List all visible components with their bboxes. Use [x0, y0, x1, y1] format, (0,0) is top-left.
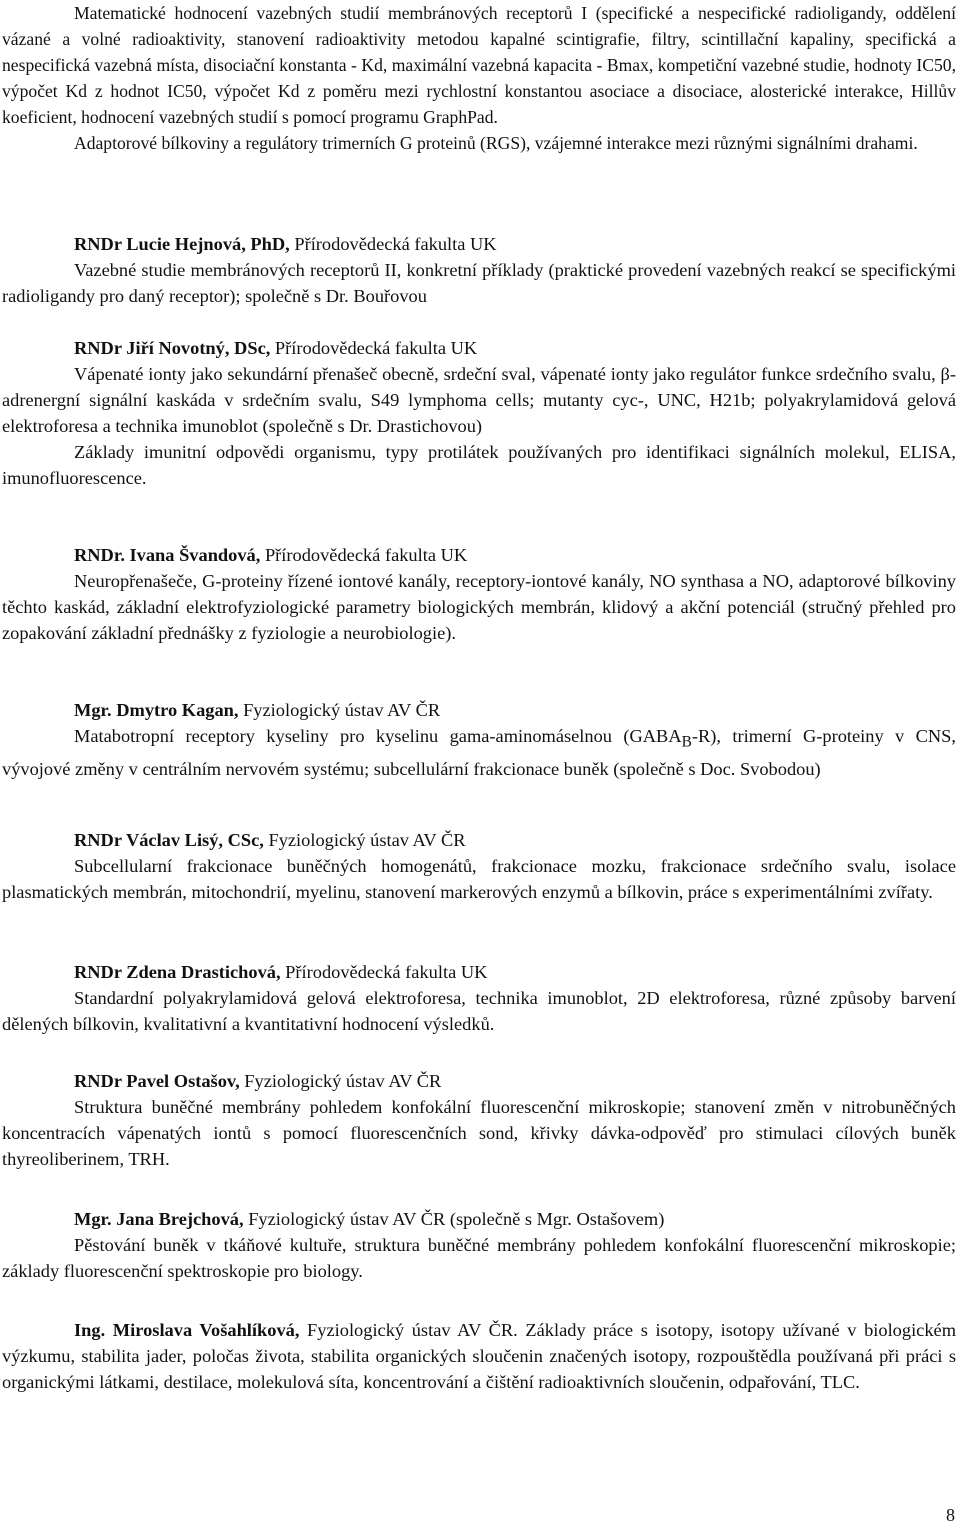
entry-description: Vápenaté ionty jako sekundární přenašeč obecně, srdeční sval, vápenaté ionty jako regulátor funkce srdečního svalu, β-adrenergní signální kaskáda v srdečním svalu, S49 lymphoma cells; mutanty cyc-, UNC, H21b; polyakrylamidová gelová elektroforesa a technika imunoblot (společně s Dr. Drastichovou): [2, 364, 956, 436]
entry-heading: [2, 335, 956, 361]
affiliation: Přírodovědecká fakulta UK: [280, 962, 488, 982]
affiliation: Fyziologický ústav AV ČR: [238, 700, 441, 720]
affiliation: Přírodovědecká fakulta UK: [260, 545, 468, 565]
entry-kagan: [2, 697, 956, 782]
person-name: Mgr. Dmytro Kagan,: [74, 700, 239, 720]
affiliation: Přírodovědecká fakulta UK: [289, 234, 497, 254]
entry-drastichova: [2, 959, 956, 1037]
person-name: RNDr Lucie Hejnová, PhD,: [74, 234, 290, 254]
intro-section: [2, 0, 956, 156]
entry-brejchova: [2, 1206, 956, 1284]
person-name: RNDr. Ivana Švandová,: [74, 545, 261, 565]
entry-heading: [2, 1317, 956, 1395]
entry-svandova: [2, 542, 956, 646]
entry-heading: [2, 697, 956, 723]
entry-description: Vazebné studie membránových receptorů II, konkretní příklady (praktické provedení vazebných reakcí se specifickými radioligandy pro daný receptor); společně s Dr. Bouřovou: [2, 260, 956, 306]
person-name: RNDr Pavel Ostašov,: [74, 1071, 240, 1091]
person-name: Mgr. Jana Brejchová,: [74, 1209, 244, 1229]
entry-description: Standardní polyakrylamidová gelová elektroforesa, technika imunoblot, 2D elektroforesa, různé způsoby barvení dělených bílkovin, kvalitativní a kvantitativní hodnocení výsledků.: [2, 988, 956, 1034]
entry-lisy: [2, 827, 956, 905]
entry-heading: [2, 542, 956, 568]
entry-description: Základy imunitní odpovědi organismu, typy protilátek používaných pro identifikaci signálních molekul, ELISA, imunofluorescence.: [2, 442, 956, 488]
affiliation: Fyziologický ústav AV ČR: [263, 830, 466, 850]
entry-heading: [2, 827, 956, 853]
entry-description: Pěstování buněk v tkáňové kultuře, struktura buněčné membrány pohledem konfokální fluorescenční mikroskopie; základy fluorescenční spektroskopie pro biology.: [2, 1235, 956, 1281]
entry-description: Neuropřenašeče, G-proteiny řízené iontové kanály, receptory-iontové kanály, NO synthasa a NO, adaptorové bílkoviny těchto kaskád, základní elektrofyziologické parametry biologických membrán, klidový a akční potenciál (stručný přehled pro zopakování základní přednášky z fyziologie a neurobiologie).: [2, 571, 956, 643]
entry-description: Struktura buněčné membrány pohledem konfokální fluorescenční mikroskopie; stanovení změn v nitrobuněčných koncentracích vápenatých iontů s pomocí fluorescenčních sond, křivky dávka-odpověď pro stimulaci cílových buněk thyreoliberinem, TRH.: [2, 1097, 956, 1169]
entry-heading: [2, 959, 956, 985]
affiliation: Fyziologický ústav AV ČR (společně s Mgr. Ostašovem): [243, 1209, 665, 1229]
page-number: 8: [946, 1505, 955, 1525]
entry-description: Subcellularní frakcionace buněčných homogenátů, frakcionace mozku, frakcionace srdečního svalu, isolace plasmatických membrán, mitochondrií, myelinu, stanovení markerových enzymů a bílkovin, práce s experimentálními zvířaty.: [2, 856, 956, 902]
entry-description: Matabotropní receptory kyseliny pro kyselinu gama-aminomáselnou $(GABA_B-R)$, trimerní G-proteiny v CNS, vývojové změny v centrálním nervovém systému; subcellulární frakcionace buněk (společně s Doc. Svobodou): [2, 726, 956, 779]
affiliation: Fyziologický ústav AV ČR.: [299, 1320, 518, 1340]
intro-paragraph-1: Matematické hodnocení vazebných studií membránových receptorů I (specifické a nespecifické radioligandy, oddělení vázané a volné radioaktivity, stanovení radioaktivity metodou kapalné scintigrafie, filtry, scintillační kapaliny, specifická a nespecifická vazebná místa, disociační konstanta - Kd, maximální vazebná kapacita - Bmax, kompetiční vazebné studie, hodnoty IC50, výpočet Kd z hodnot IC50, výpočet Kd z poměru mezi rychlostní konstantou asociace a disociace, alosterické interakce, Hillův koeficient, hodnocení vazebných studií s pomocí programu GraphPad.: [2, 3, 956, 127]
entry-heading: [2, 1068, 956, 1094]
person-name: Ing. Miroslava Vošahlíková,: [74, 1320, 300, 1340]
entry-heading: [2, 1206, 956, 1232]
entry-ostasov: [2, 1068, 956, 1172]
entry-novotny: [2, 335, 956, 491]
entry-heading: [2, 231, 956, 257]
person-name: RNDr Václav Lisý, CSc,: [74, 830, 264, 850]
entry-vosahlikova: [2, 1317, 956, 1395]
affiliation: Fyziologický ústav AV ČR: [239, 1071, 442, 1091]
person-name: RNDr Jiří Novotný, DSc,: [74, 338, 271, 358]
person-name: RNDr Zdena Drastichová,: [74, 962, 281, 982]
entry-description: Základy práce s isotopy, isotopy užívané v biologickém výzkumu, stabilita jader, poločas života, stabilita organických sloučenin značených isotopy, rozpouštědla používaná při práci s organickými látkami, destilace, molekulová síta, koncentrování a čištění radioaktivních sloučenin, odpařování, TLC.: [2, 1320, 956, 1392]
affiliation: Přírodovědecká fakulta UK: [270, 338, 478, 358]
intro-paragraph-2: Adaptorové bílkoviny a regulátory trimerních G proteinů (RGS), vzájemné interakce mezi různými signálními drahami.: [74, 133, 918, 153]
entry-hejnova: [2, 231, 956, 309]
